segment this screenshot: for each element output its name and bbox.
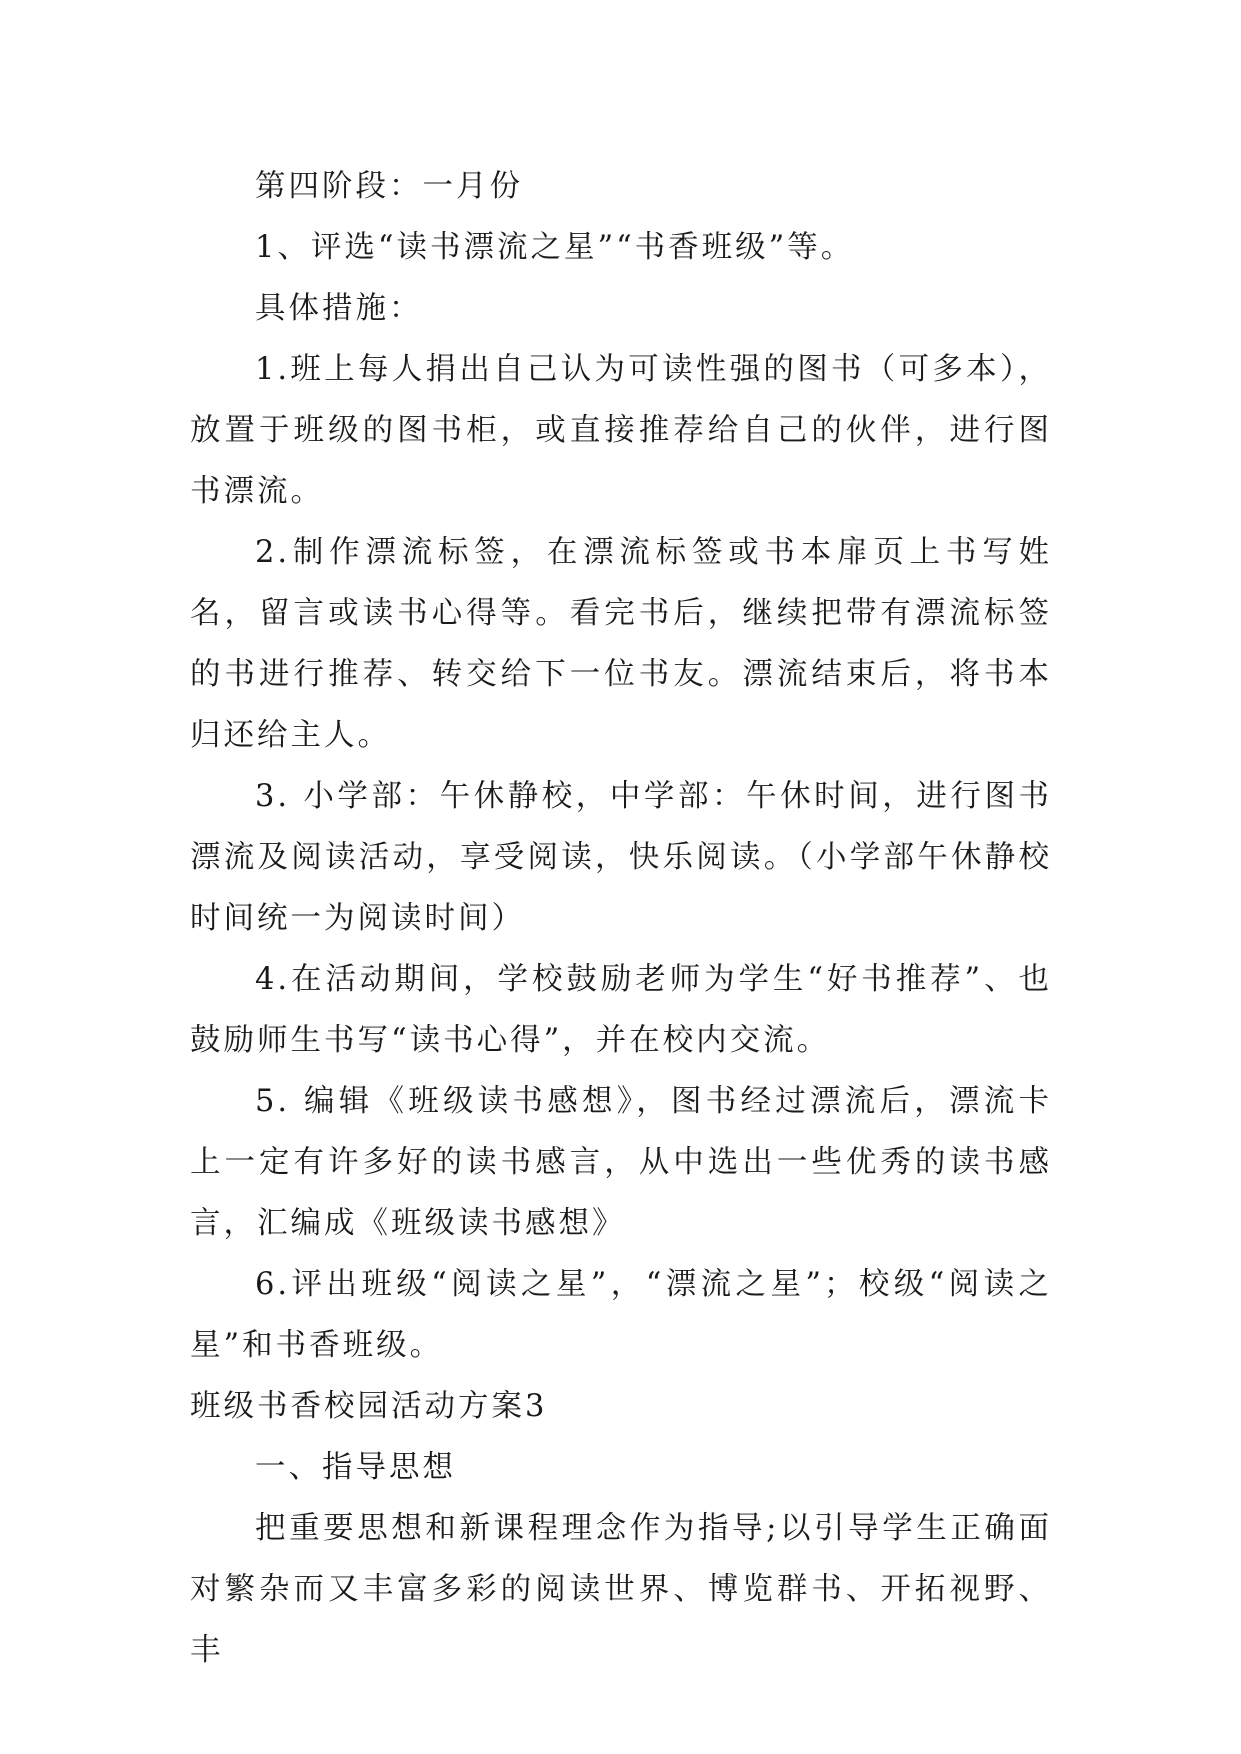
section-title: 班级书香校园活动方案3 [190,1389,548,1424]
paragraph-measure-6: 6.评出班级“阅读之星”，“漂流之星”；校级“阅读之星”和书香班级。 [190,1267,1052,1363]
paragraph-measure-1: 1.班上每人捐出自己认为可读性强的图书（可多本），放置于班级的图书柜，或直接推荐给自己的伙伴，进行图书漂流。 [190,352,1052,509]
paragraph-stage-four: 第四阶段：一月份 [255,169,523,204]
paragraph-measure-3: 3. 小学部：午休静校，中学部：午休时间，进行图书漂流及阅读活动，享受阅读，快乐阅读。（小学部午休静校时间统一为阅读时间） [190,779,1052,936]
document-body [190,156,1052,1681]
paragraph-measure-2: 2.制作漂流标签，在漂流标签或书本扉页上书写姓名，留言或读书心得等。看完书后，继续把带有漂流标签的书进行推荐、转交给下一位书友。漂流结束后，将书本归还给主人。 [190,535,1052,753]
paragraph-measure-4: 4.在活动期间，学校鼓励老师为学生“好书推荐”、也鼓励师生书写“读书心得”，并在校内交流。 [190,962,1052,1058]
paragraph-measure-5: 5. 编辑《班级读书感想》，图书经过漂流后，漂流卡上一定有许多好的读书感言，从中选出一些优秀的读书感言，汇编成《班级读书感想》 [190,1084,1052,1241]
paragraph-measures-heading: 具体措施： [255,291,423,326]
paragraph-selection-item: 1、评选“读书漂流之星”“书香班级”等。 [255,230,855,265]
paragraph-guiding-text: 把重要思想和新课程理念作为指导;以引导学生正确面对繁杂而又丰富多彩的阅读世界、博览群书、开拓视野、丰 [190,1511,1052,1668]
paragraph-guiding-heading: 一、指导思想 [255,1450,456,1485]
